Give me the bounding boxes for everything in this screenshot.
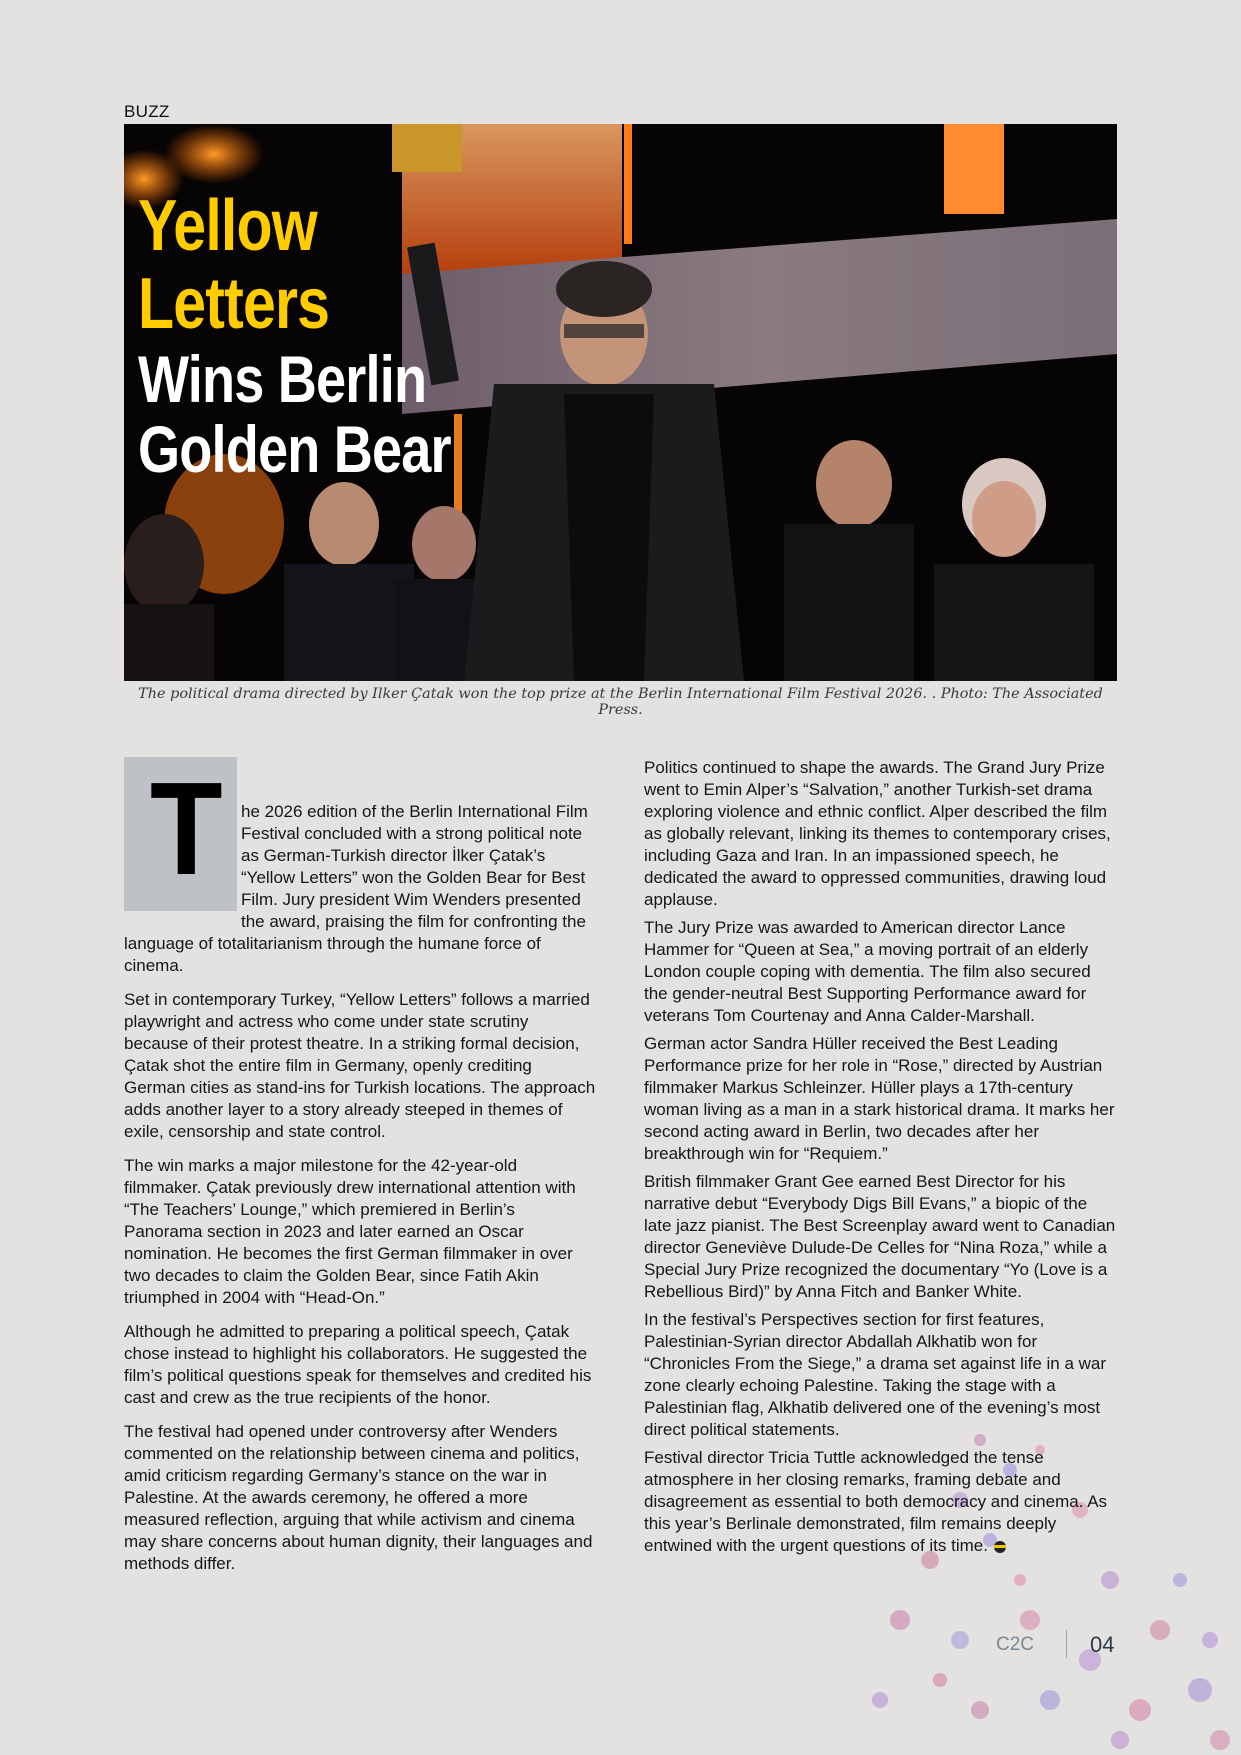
- article-paragraph-last: [644, 1447, 1116, 1557]
- section-label: BUZZ: [124, 102, 170, 121]
- dropcap-letter: T: [150, 755, 223, 902]
- hero-image: [124, 124, 1117, 681]
- dropcap: [124, 757, 237, 911]
- headline-line-2: Letters: [138, 264, 330, 344]
- footer-brand: C2C: [996, 1634, 1035, 1655]
- article-paragraph-text: Festival director Tricia Tuttle acknowledged the tense atmosphere in her closing remarks, framing debate and disagreement as essential to both democracy and cinema. As this year’s Berlinale demonstrated, film remains deeply entwined with the urgent questions of its time.: [644, 1448, 1108, 1555]
- article-paragraph: Politics continued to shape the awards. The Grand Jury Prize went to Emin Alper’s “Salvation,” another Turkish-set drama exploring violence and ethnic conflict. Alper described the film as globally relevant, linking its themes to contemporary crises, including Gaza and Iran. In an impassioned speech, he dedicated the award to oppressed communities, drawing loud applause.: [644, 758, 1111, 909]
- article-paragraph: British filmmaker Grant Gee earned Best Director for his narrative debut “Everybody Digs Bill Evans,” a biopic of the late jazz pianist. The Best Screenplay award went to Canadian director Geneviève Dulude-De Celles for “Nina Roza,” while a Special Jury Prize recognized the documentary “Yo (Love is a Rebellious Bird)” by Anna Fitch and Banker White.: [644, 1172, 1116, 1301]
- page-number: 04: [1090, 1632, 1115, 1657]
- article-paragraph: Although he admitted to preparing a political speech, Çatak chose instead to highlight his collaborators. He suggested the film’s political questions speak for themselves and credited his cast and crew as the true recipients of the honor.: [124, 1322, 592, 1407]
- headline-line-1: Yellow: [138, 186, 317, 266]
- article-column-right: [644, 757, 1116, 1563]
- end-of-article-icon: [994, 1541, 1006, 1553]
- headline-line-3: Wins Berlin: [138, 342, 427, 416]
- headline-line-4: Golden Bear: [138, 412, 451, 486]
- article-paragraph: The festival had opened under controversy after Wenders commented on the relationship between cinema and politics, amid criticism regarding Germany’s stance on the war in Palestine. At the awards ceremony, he offered a more measured reflection, arguing that while activism and cinema may share concerns about human dignity, their languages and methods differ.: [124, 1422, 593, 1573]
- article-column-left: [124, 757, 596, 1587]
- article-paragraph: he 2026 edition of the Berlin International Film Festival concluded with a strong political note as German-Turkish director İlker Çatak’s “Yellow Letters” won the Golden Bear for Best Film. Jury president Wim Wenders presented the award, praising the film for confronting the language of totalitarianism through the humane force of cinema.: [124, 802, 588, 975]
- article-paragraph: The win marks a major milestone for the 42-year-old filmmaker. Çatak previously drew international attention with “The Teachers’ Lounge,” which premiered in Berlin’s Panorama section in 2023 and later earned an Oscar nomination. He becomes the first German filmmaker in over two decades to claim the Golden Bear, since Fatih Akin triumphed in 2004 with “Head-On.”: [124, 1156, 576, 1307]
- article-paragraph: German actor Sandra Hüller received the Best Leading Performance prize for her role in “Rose,” directed by Austrian filmmaker Markus Schleinzer. Hüller plays a 17th-century woman living as a man in a stark historical drama. It marks her second acting award in Berlin, two decades after her breakthrough win for “Requiem.”: [644, 1034, 1115, 1163]
- article-paragraph: In the festival’s Perspectives section for first features, Palestinian-Syrian director Abdallah Alkhatib won for “Chronicles From the Siege,” a drama set against life in a war zone clearly echoing Palestine. Taking the stage with a Palestinian flag, Alkhatib delivered one of the evening’s most direct political statements.: [644, 1310, 1107, 1439]
- footer-divider: [1066, 1630, 1067, 1658]
- photo-caption: The political drama directed by Ilker Çatak won the top prize at the Berlin International Film Festival 2026. . Photo: The Associated Press.: [138, 686, 1103, 718]
- article-paragraph: Set in contemporary Turkey, “Yellow Letters” follows a married playwright and actress who come under state scrutiny because of their protest theatre. In a striking formal decision, Çatak shot the entire film in Germany, openly crediting German cities as stand-ins for Turkish locations. The approach adds another layer to a story already steeped in themes of exile, censorship and state control.: [124, 990, 596, 1141]
- article-paragraph: The Jury Prize was awarded to American director Lance Hammer for “Queen at Sea,” a moving portrait of an elderly London couple coping with dementia. The film also secured the gender-neutral Best Supporting Performance award for veterans Tom Courtenay and Anna Calder-Marshall.: [644, 918, 1091, 1025]
- headline: [138, 186, 451, 486]
